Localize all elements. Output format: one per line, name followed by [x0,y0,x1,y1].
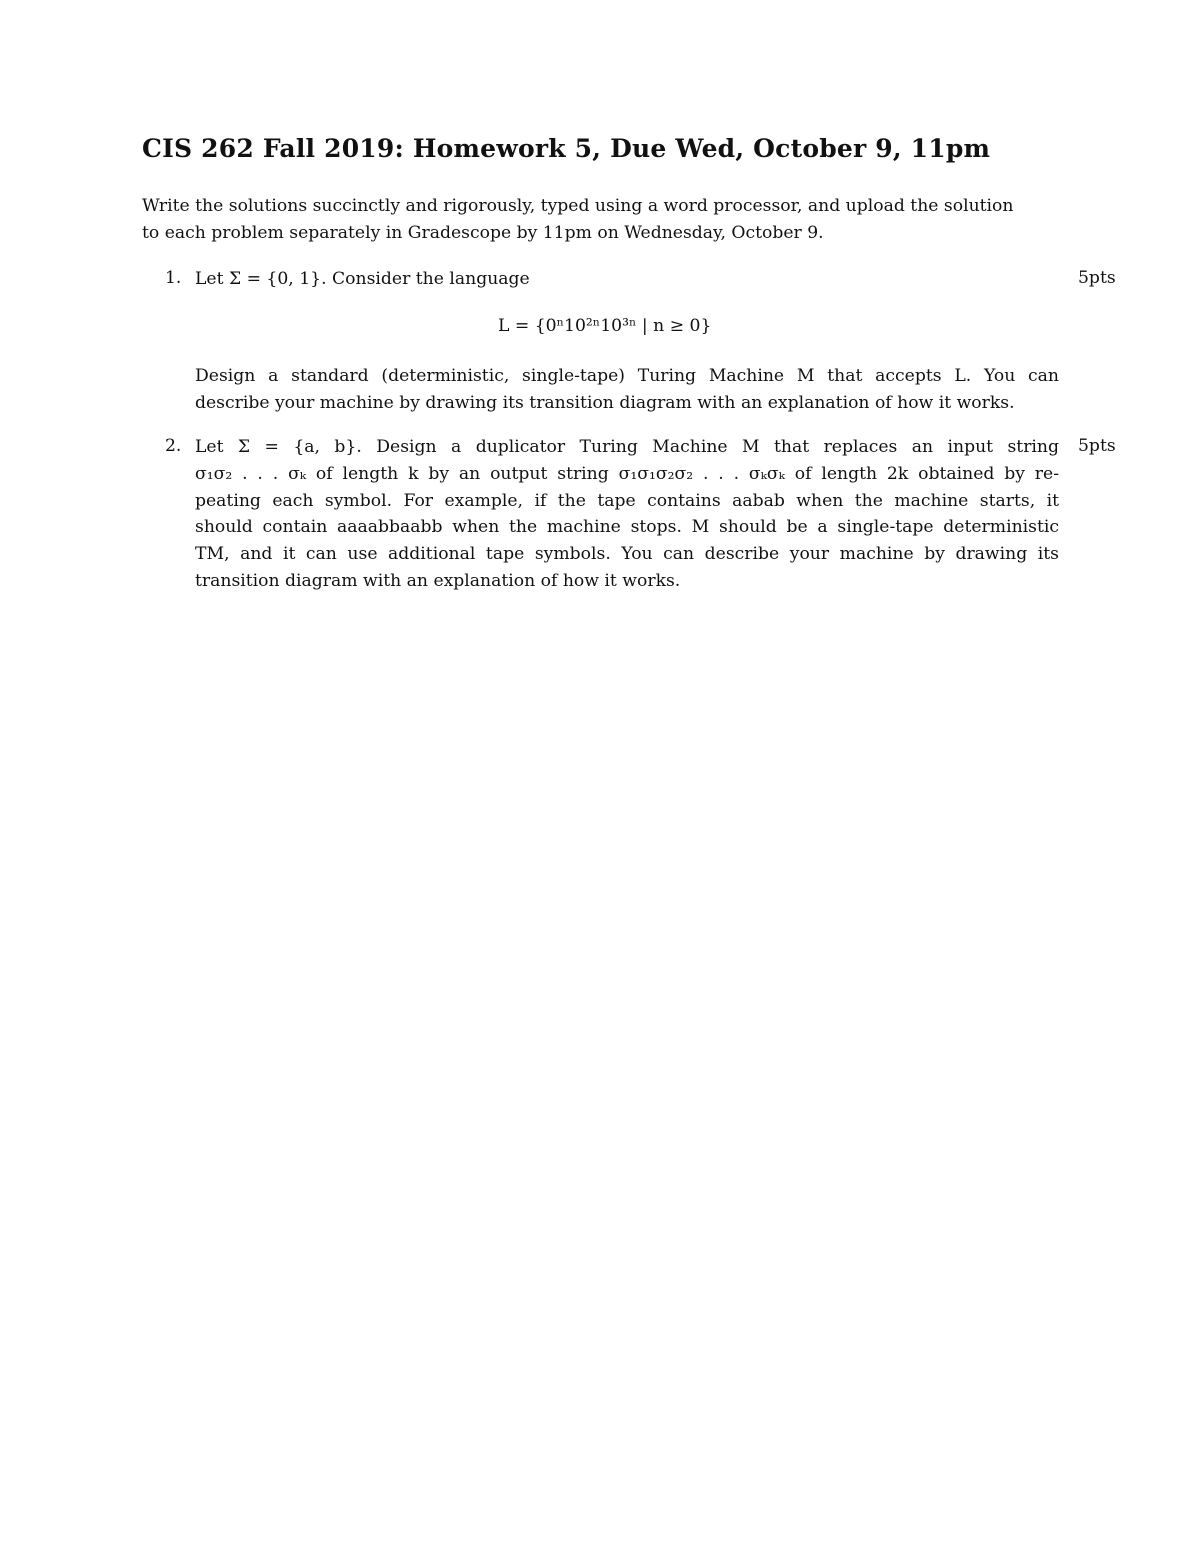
problem-1-number: 1. [165,268,182,288]
intro-line-2: to each problem separately in Gradescope by 11pm on Wednesday, October 9. [142,223,824,243]
problem-2-line-6: transition diagram with an explanation of how it works. [195,570,681,591]
document-title: CIS 262 Fall 2019: Homework 5, Due Wed, October 9, 11pm [142,134,991,163]
problem-2-line-1: Let Σ = {a, b}. Design a duplicator Turing Machine M that replaces an input string [195,437,1059,457]
problem-2-line-3: peating each symbol. For example, if the tape contains aabab when the machine starts, it [195,490,1059,511]
problem-1-lead [195,266,1059,293]
problem-1-line-1: Design a standard (deterministic, single-tape) Turing Machine M that accepts L. You can [195,366,1059,386]
problem-1-formula: L = {0ⁿ10²ⁿ10³ⁿ | n ≥ 0} [498,316,712,336]
problem-2-line-2: σ₁σ₂ . . . σₖ of length k by an output string σ₁σ₁σ₂σ₂ . . . σₖσₖ of length 2k obtained by re- [195,463,1059,484]
problem-1-body [195,363,1059,417]
problem-2-body [195,434,1059,595]
intro-line-1: Write the solutions succinctly and rigorously, typed using a word processor, and upload the solution [142,196,1014,216]
problem-1-points: 5pts [1078,268,1116,288]
problem-2-line-5: TM, and it can use additional tape symbols. You can describe your machine by drawing its [195,544,1059,565]
problem-1-line-2: describe your machine by drawing its transition diagram with an explanation of how it works. [195,392,1015,413]
problem-1-lead-text: Let Σ = {0, 1}. Consider the language [195,269,530,289]
problem-2-points: 5pts [1078,436,1116,456]
problem-2-line-4: should contain aaaabbaabb when the machine stops. M should be a single-tape deterministic [195,517,1059,538]
problem-2-number: 2. [165,436,182,456]
intro-paragraph [142,193,1058,247]
